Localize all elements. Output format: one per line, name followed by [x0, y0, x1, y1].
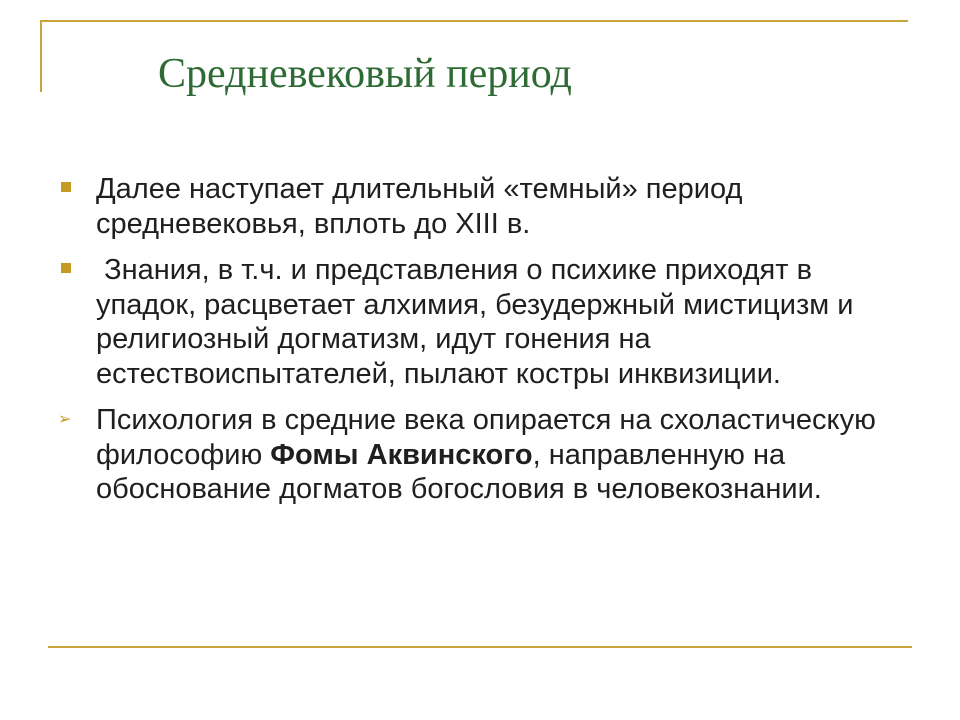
bullet-text: Далее наступает длительный «темный» период средневековья, вплоть до XIII в.: [96, 173, 743, 240]
slide-title: Средневековый период: [158, 51, 572, 97]
bullet-text: Знания, в т.ч. и представления о психике приходят в упадок, расцветает алхимия, безудержный мистицизм и религиозный догматизм, идут гонения на естествоиспытателей, пылают костры инквизиции.: [96, 254, 862, 390]
arrow-bullet-icon: ➢: [58, 411, 72, 428]
bullet-item-scholastic-psychology: [58, 403, 908, 507]
square-bullet-icon: [61, 182, 71, 192]
bullet-text-before: Психология в средние века опирается на схоластическую философию: [96, 404, 876, 471]
frame-left-line: [40, 20, 42, 92]
frame-top-line: [40, 20, 908, 22]
bullet-item-knowledge-decline: [58, 253, 908, 391]
bullet-text-bold-name: Фомы Аквинского: [270, 438, 533, 471]
bullet-item-dark-period: [58, 172, 908, 241]
frame-bottom-line: [48, 646, 912, 648]
square-bullet-icon: [61, 263, 71, 273]
bullet-list: [58, 172, 908, 519]
bullet-text-after: , направленную на обоснование догматов богословия в человекознании.: [96, 438, 822, 505]
